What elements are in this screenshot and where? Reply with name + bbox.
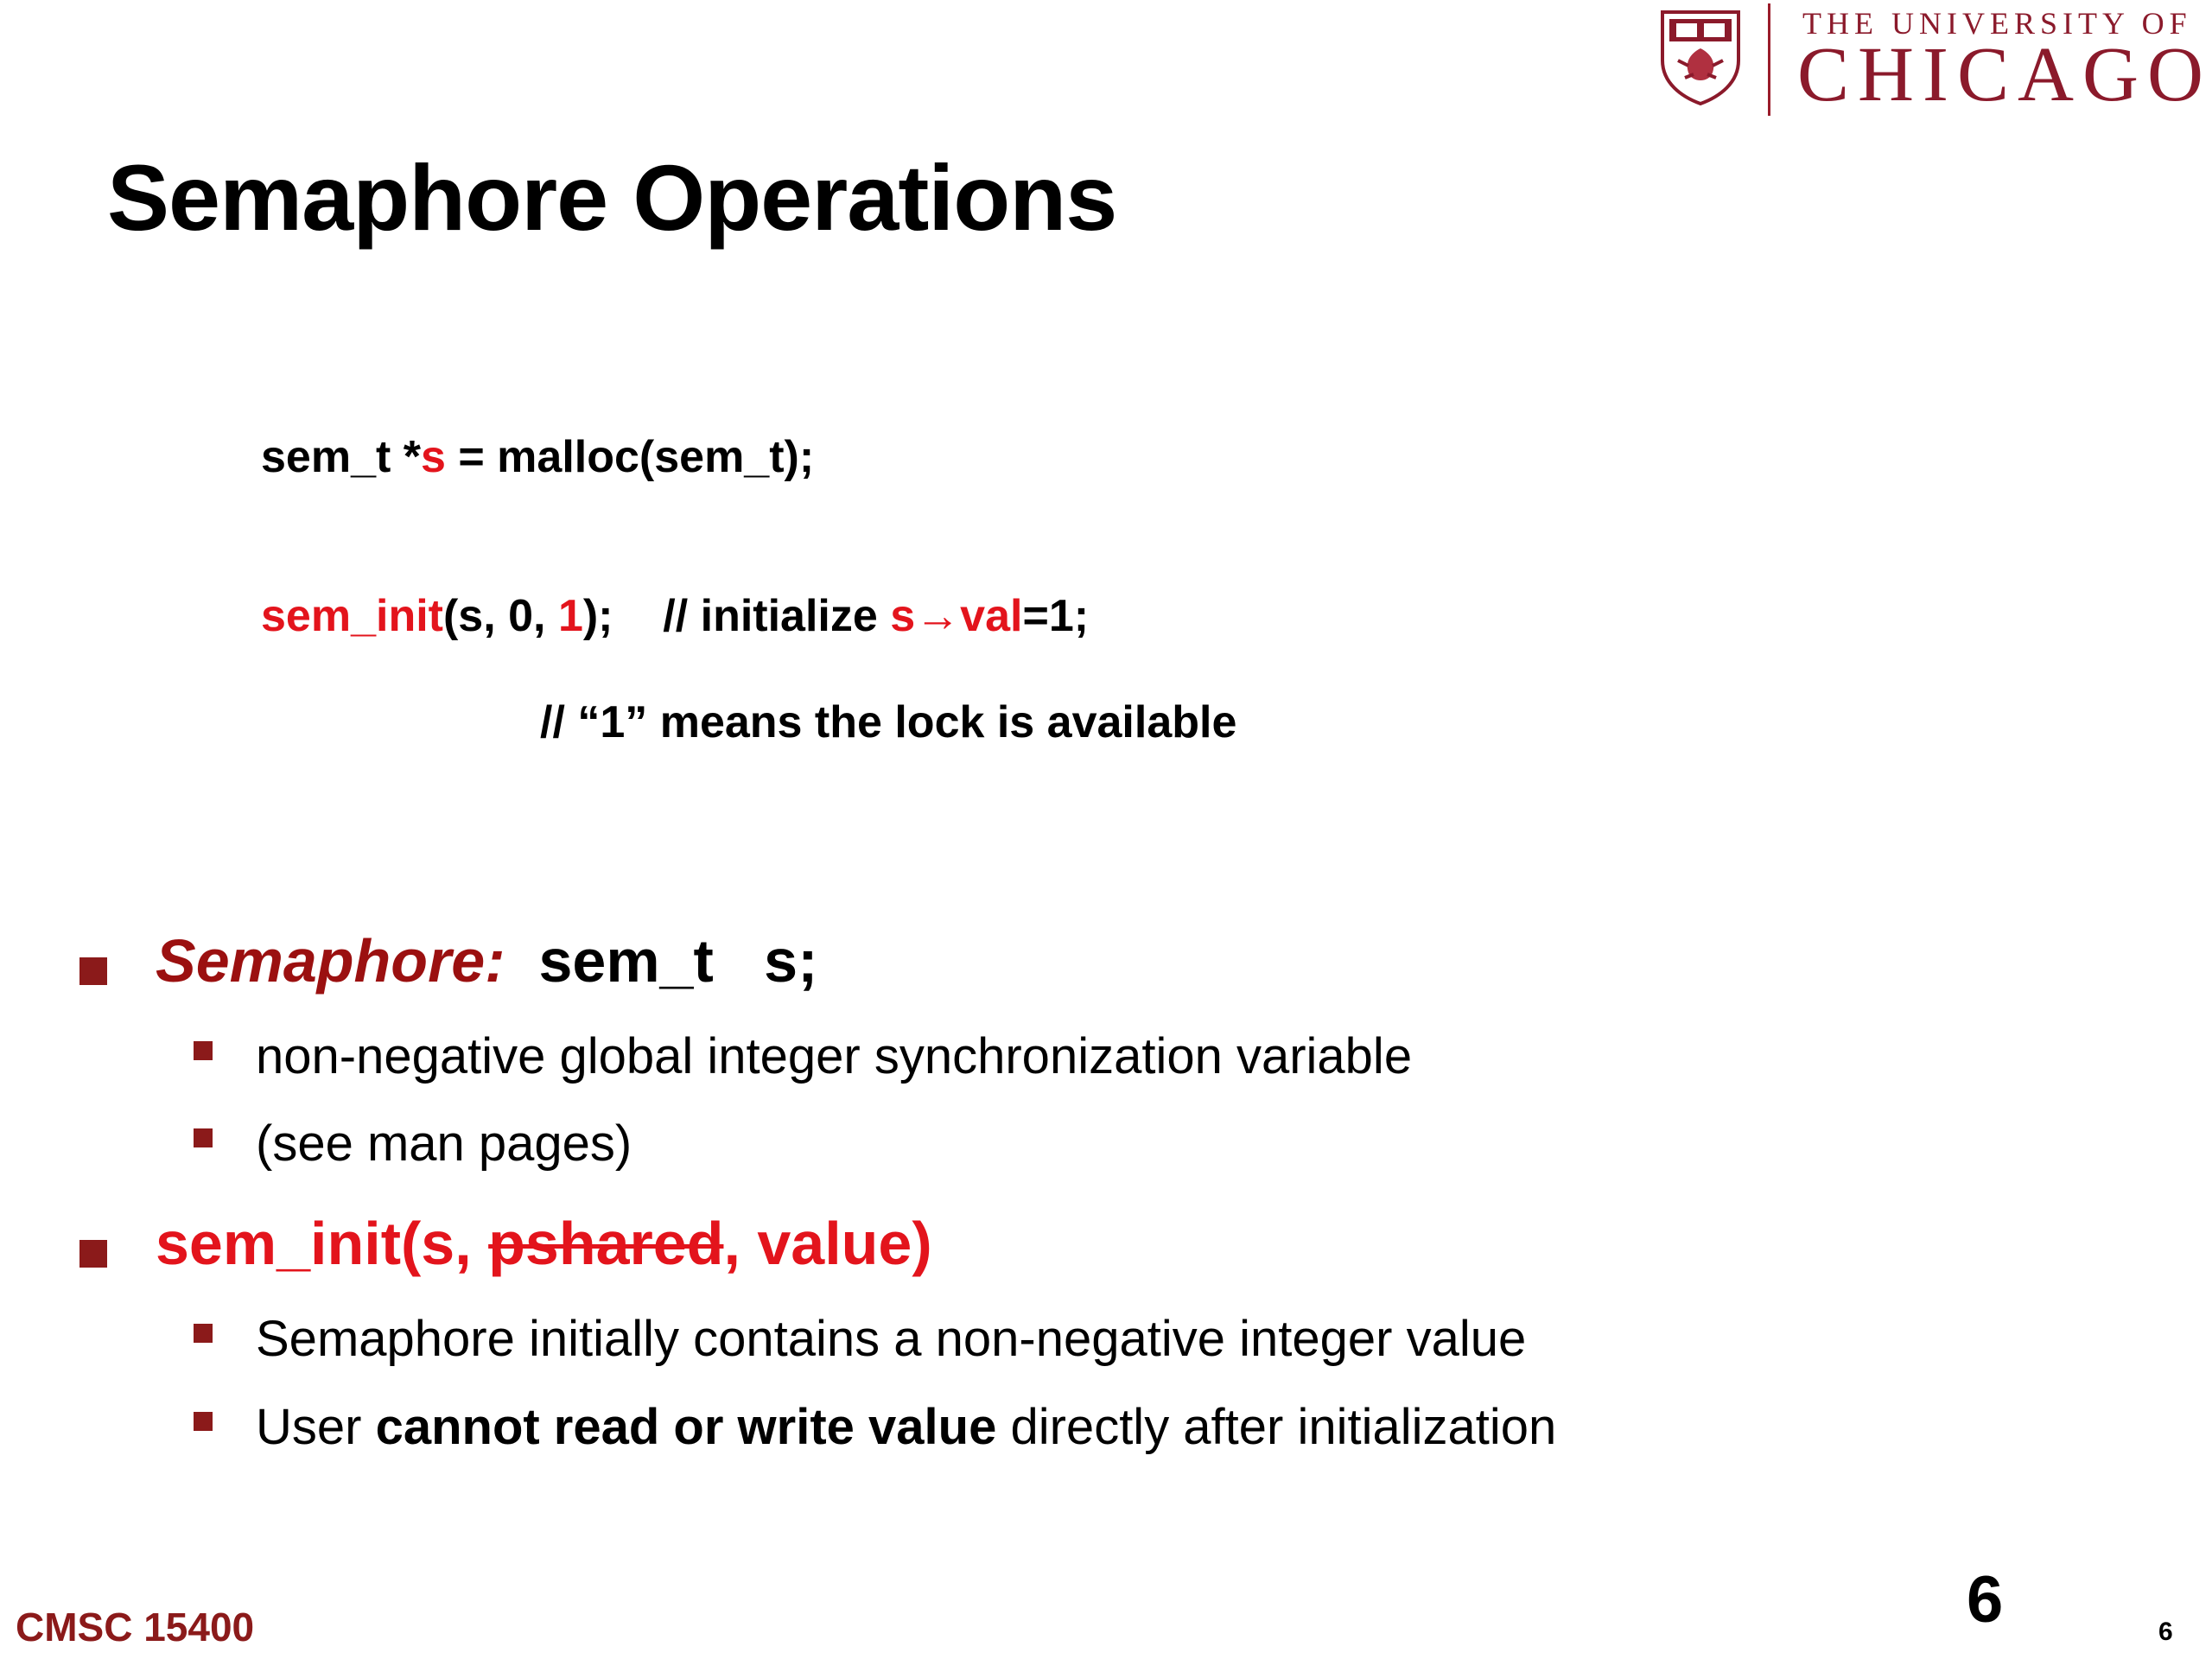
sub-bullet-marker bbox=[194, 1128, 213, 1147]
code-line-malloc: sem_t *s = malloc(sem_t); bbox=[261, 432, 815, 482]
sub-bullet-marker bbox=[194, 1324, 213, 1343]
code-line-sem-init: sem_init(s, 0, 1); // initialize s→val=1; bbox=[261, 591, 1090, 641]
code-line-comment: // “1” means the lock is available bbox=[540, 697, 1237, 747]
sub-bullet-text: Semaphore initially contains a non-negative integer value bbox=[256, 1311, 1527, 1367]
logo-divider bbox=[1768, 3, 1770, 116]
slide-title: Semaphore Operations bbox=[107, 145, 1117, 250]
sub-bullet-text: non-negative global integer synchronization variable bbox=[256, 1028, 1413, 1084]
bullet-semaphore: Semaphore: sem_t s; bbox=[156, 927, 818, 995]
logo-text-chicago: CHICAGO bbox=[1797, 32, 2212, 118]
sub-bullet-text: (see man pages) bbox=[256, 1116, 632, 1172]
course-label: CMSC 15400 bbox=[16, 1605, 255, 1649]
sub-bullet-marker bbox=[194, 1041, 213, 1060]
page-number: 6 bbox=[1967, 1563, 2004, 1637]
logo-text-top: THE UNIVERSITY OF bbox=[1802, 6, 2192, 41]
slide-number: 6 bbox=[2158, 1618, 2173, 1646]
sub-bullet-text: User cannot read or write value directly after initialization bbox=[256, 1399, 1557, 1455]
university-crest-icon bbox=[1659, 9, 1742, 105]
bullet-marker bbox=[79, 957, 107, 985]
arrow-right-icon: → bbox=[915, 591, 961, 641]
bullet-sem-init: sem_init(s, pshared, value) bbox=[156, 1210, 932, 1277]
sub-bullet-marker bbox=[194, 1412, 213, 1431]
bullet-marker bbox=[79, 1240, 107, 1268]
